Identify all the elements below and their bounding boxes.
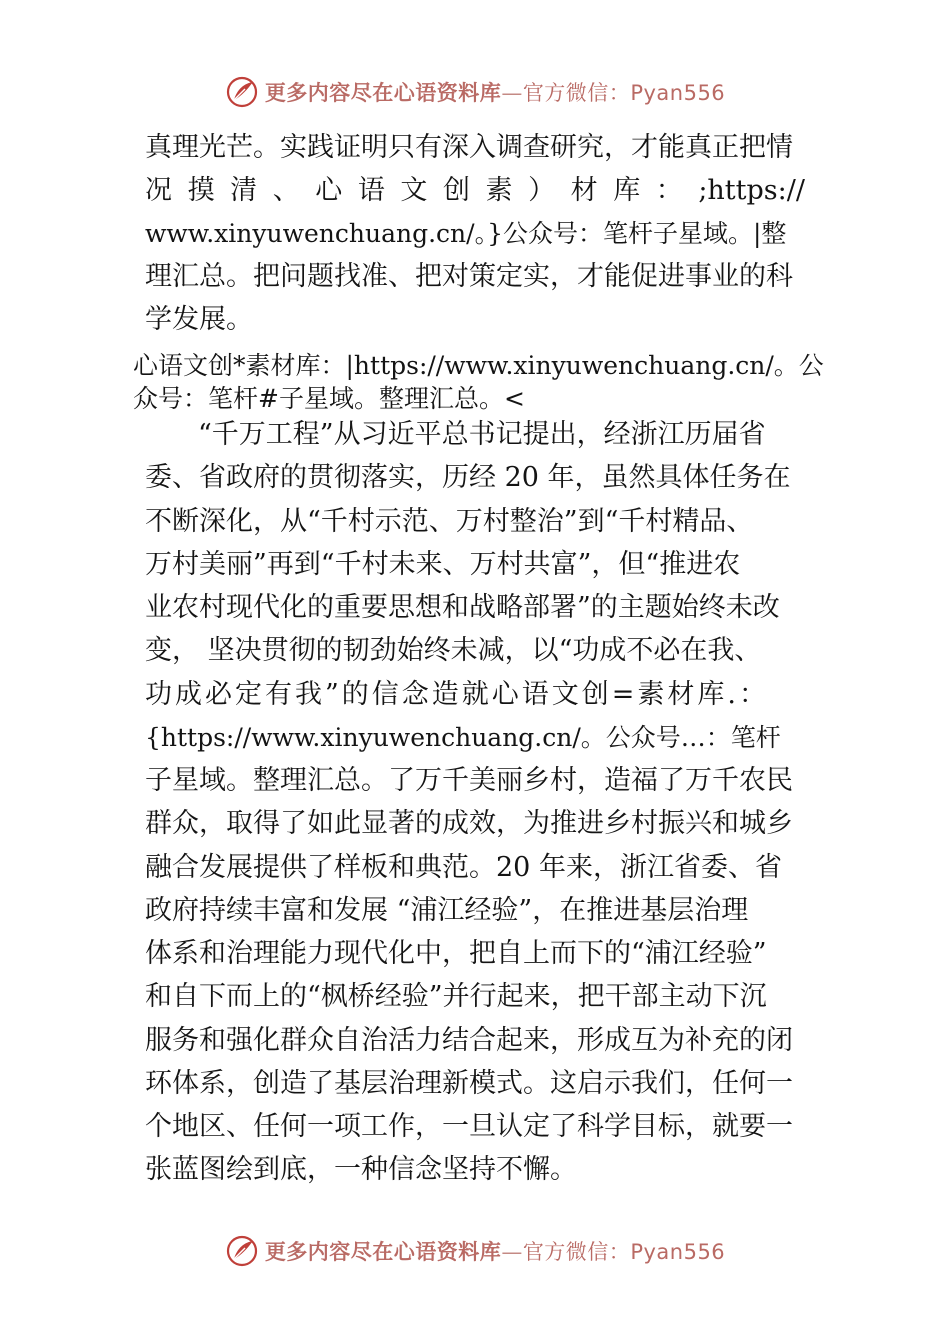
text-segment: 语 [357,175,385,206]
paragraph-1-line-2 [145,173,805,209]
paragraph-3-line-9: 子星域。整理汇总。了万千美丽乡村，造福了万千农民 [145,765,793,796]
banner-text [265,77,725,107]
paragraph-3-line-10: 群众，取得了如此显著的成效，为推进乡村振兴和城乡 [145,808,793,839]
paragraph-3-line-7: 功成必定有我”的信念造就心语文创=素材库.： [145,679,770,710]
banner-main-text: 更多内容尽在心语资料库 [264,1240,502,1264]
paragraph-3-line-14: 和自下而上的“枫桥经验”并行起来，把干部主动下沉 [145,981,767,1012]
paragraph-1-line-3: www.xinyuwenchuang.cn/。}公众号：笔杆子星域。|整 [145,219,787,248]
text-segment: 创 [442,175,470,206]
paragraph-1-line-5: 学发展。 [145,304,253,335]
paragraph-2-line-1: 心语文创*素材库：|https://www.xinyuwenchuang.cn/。公 [133,351,824,380]
banner-wechat-label: 官方微信： [522,1240,631,1264]
text-segment: 材 [570,175,598,206]
banner-separator: — [501,1240,523,1264]
text-segment: 素 [485,175,513,206]
text-segment: 摸 [187,175,215,206]
banner-wechat-label: 官方微信： [522,81,631,105]
paragraph-3-line-5: 业农村现代化的重要思想和战略部署”的主题始终未改 [145,592,780,623]
text-segment: 心 [315,175,343,206]
text-segment: 文 [400,175,428,206]
paragraph-3-line-6: 变， 坚决贯彻的韧劲始终未减，以“功成不必在我、 [145,635,762,666]
quill-leaf-logo-icon [225,75,259,109]
banner-main-text: 更多内容尽在心语资料库 [264,81,502,105]
banner-wechat-id: Pyan556 [630,1240,726,1264]
paragraph-2-line-2: 众号：笔杆#子星域。整理汇总。< [133,384,525,413]
text-segment: ： [655,175,683,206]
text-segment: ;https:// [698,175,805,206]
paragraph-3-line-8: {https://www.xinyuwenchuang.cn/。公众号…：笔杆 [145,723,781,752]
paragraph-3-line-1: “千万工程”从习近平总书记提出，经浙江历届省 [198,419,766,450]
text-segment: 况 [145,175,172,206]
banner-wechat-id: Pyan556 [630,81,726,105]
paragraph-3-line-4: 万村美丽”再到“千村未来、万村共富”，但“推进农 [145,549,741,580]
quill-leaf-logo-icon [225,1234,259,1268]
paragraph-3-line-15: 服务和强化群众自治活力结合起来，形成互为补充的闭 [145,1025,793,1056]
paragraph-3-line-2: 委、省政府的贯彻落实，历经 20 年，虽然具体任务在 [145,462,791,493]
text-segment: 、 [272,175,300,206]
footer-banner [0,1231,950,1271]
paragraph-3-line-3: 不断深化，从“千村示范、万村整治”到“千村精品、 [145,506,754,537]
text-segment: ） [528,175,556,206]
paragraph-3-line-11: 融合发展提供了样板和典范。20 年来，浙江省委、省 [145,852,782,883]
paragraph-1-line-4: 理汇总。把问题找准、把对策定实，才能促进事业的科 [145,261,793,292]
text-segment: 清 [230,175,258,206]
header-banner [0,72,950,112]
paragraph-3-line-17: 个地区、任何一项工作，一旦认定了科学目标，就要一 [145,1111,793,1142]
paragraph-3-line-16: 环体系，创造了基层治理新模式。这启示我们，任何一 [145,1068,793,1099]
paragraph-1-line-1: 真理光芒。实践证明只有深入调查研究，才能真正把情 [145,132,793,163]
banner-text [265,1236,725,1266]
banner-separator: — [501,81,523,105]
paragraph-3-line-18: 张蓝图绘到底，一种信念坚持不懈。 [145,1154,577,1185]
paragraph-3-line-13: 体系和治理能力现代化中，把自上而下的“浦江经验” [145,938,767,969]
text-segment: 库 [613,175,641,206]
paragraph-3-line-12: 政府持续丰富和发展 “浦江经验”，在推进基层治理 [145,895,749,926]
